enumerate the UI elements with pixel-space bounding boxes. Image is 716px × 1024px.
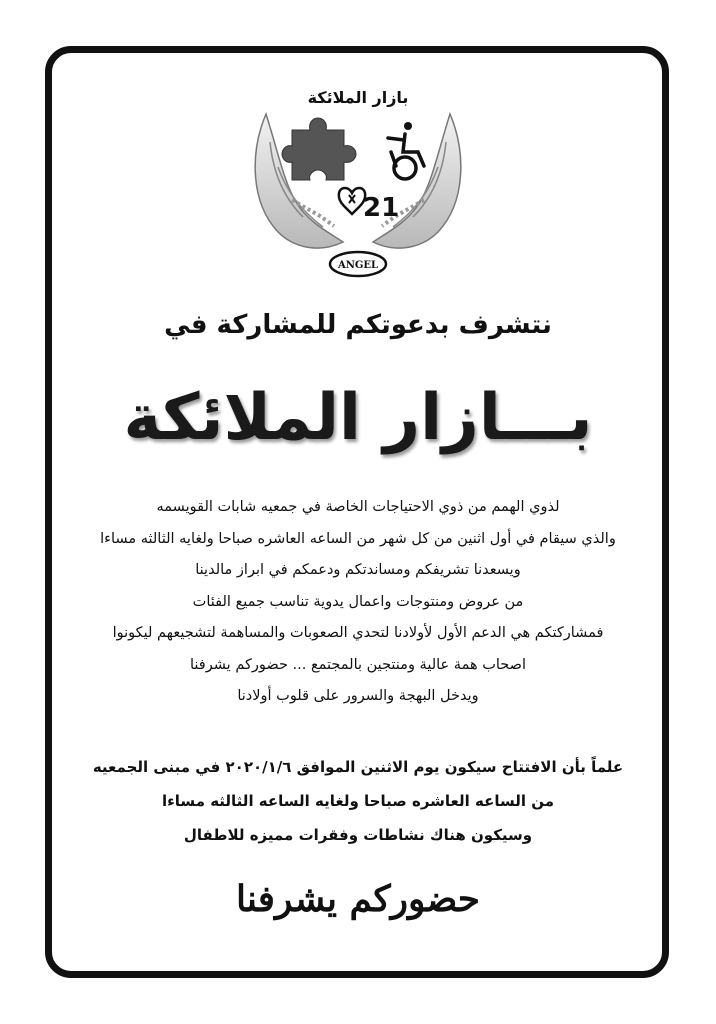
body-line: ويسعدنا تشريفكم ومساندتكم ودعمكم في ابراز مالدينا [195, 562, 521, 578]
wheelchair-icon [388, 122, 424, 179]
note-line: من الساعه العاشره صباحا ولغايه الساعه الثالثه مساءا [161, 792, 555, 810]
invitation-body [70, 492, 646, 713]
opening-notes [70, 750, 646, 852]
logo-number: 21 [363, 193, 400, 223]
right-wing-icon [373, 114, 461, 248]
angel-badge-icon [330, 252, 386, 276]
event-title: بـــازار الملائكة [123, 381, 593, 455]
closing-signature: حضوركم يشرفنا [235, 878, 481, 920]
body-line: من عروض ومنتوجات واعمال يدوية تناسب جميع الفئات [192, 593, 524, 610]
bazaar-logo [248, 82, 468, 282]
logo-ring-text: ANGEL [337, 260, 379, 271]
body-line: فمشاركتكم هي الدعم الأول لأولادنا لتحدي الصعوبات والمساهمة لتشجيعهم ليكونوا [112, 625, 604, 641]
puzzle-icon [282, 118, 356, 180]
note-line: علماً بأن الافتتاح سيكون يوم الاثنين الموافق ٢٠٢٠/١/٦ في مبنى الجمعيه [92, 758, 624, 776]
heart-icon [339, 188, 365, 214]
note-line: وسيكون هناك نشاطات وفقرات مميزه للاطفال [183, 826, 533, 844]
body-line: والذي سيقام في أول اثنين من كل شهر من الساعه العاشره صباحا ولغايه الثالثه مساءا [100, 530, 616, 547]
body-line: اصحاب همة عالية ومنتجين بالمجتمع ... حضوركم يشرفنا [190, 656, 526, 673]
invitation-heading: نتشرف بدعوتكم للمشاركة في [164, 310, 552, 340]
body-line: لذوي الهمم من ذوي الاحتياجات الخاصة في جمعيه شابات القويسمه [156, 499, 560, 515]
logo-title: بازار الملائكة [307, 88, 409, 107]
body-line: ويدخل البهجة والسرور على قلوب أولادنا [237, 688, 479, 704]
logo-graphic [248, 82, 468, 282]
